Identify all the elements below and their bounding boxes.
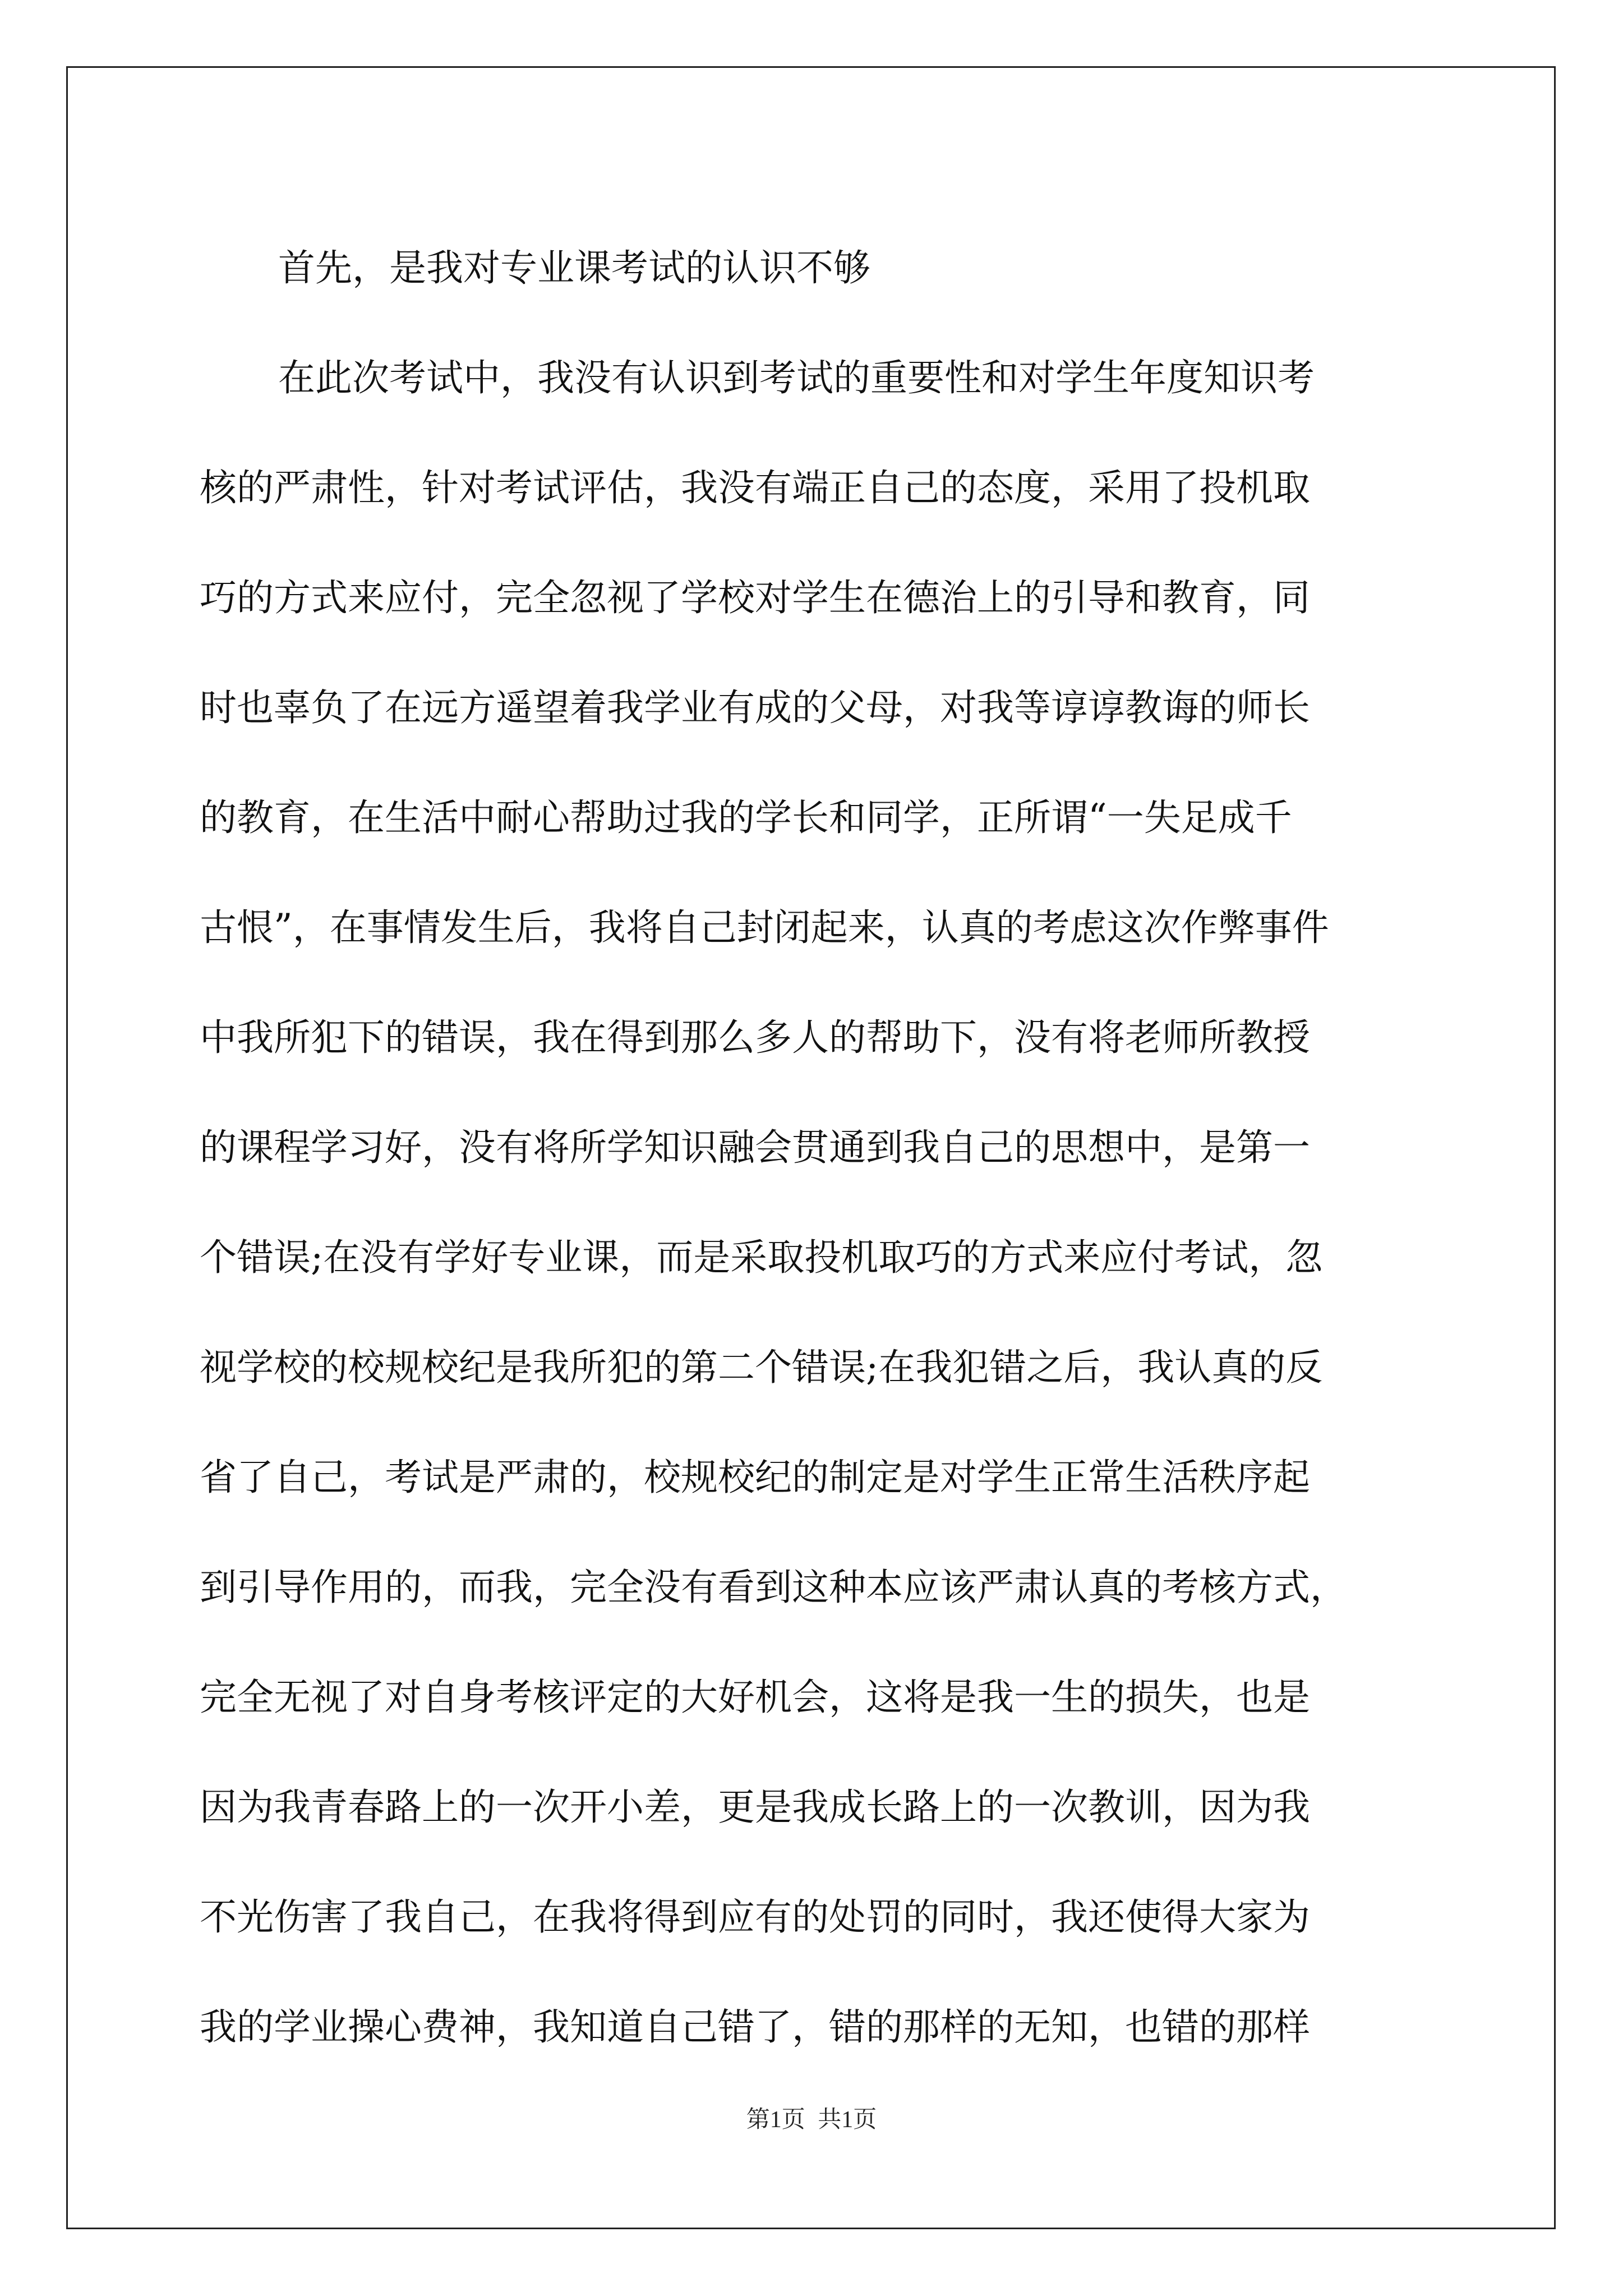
page-number: 第1页 bbox=[746, 2107, 805, 2133]
paragraph-line: 的课程学习好，没有将所学知识融会贯通到我自己的思想中，是第一 bbox=[200, 1126, 1310, 1169]
paragraph-line: 巧的方式来应付，完全忽视了学校对学生在德治上的引导和教育，同 bbox=[200, 576, 1310, 619]
paragraph-line: 不光伤害了我自己，在我将得到应有的处罚的同时，我还使得大家为 bbox=[200, 1895, 1310, 1939]
paragraph-line: 我的学业操心费神，我知道自己错了，错的那样的无知，也错的那样 bbox=[200, 2005, 1310, 2049]
paragraph-line: 视学校的校规校纪是我所犯的第二个错误;在我犯错之后，我认真的反 bbox=[200, 1346, 1323, 1389]
paragraph-line: 因为我青春路上的一次开小差，更是我成长路上的一次教训，因为我 bbox=[200, 1786, 1310, 1829]
paragraph-line: 完全无视了对自身考核评定的大好机会，这将是我一生的损失，也是 bbox=[200, 1676, 1310, 1719]
paragraph-line: 中我所犯下的错误，我在得到那么多人的帮助下，没有将老师所教授 bbox=[200, 1016, 1310, 1059]
paragraph-line: 古恨”，在事情发生后，我将自己封闭起来，认真的考虑这次作弊事件 bbox=[200, 906, 1329, 949]
page-footer bbox=[0, 2101, 1623, 2134]
paragraph-line: 的教育，在生活中耐心帮助过我的学长和同学，正所谓“一失足成千 bbox=[200, 796, 1292, 839]
paragraph-line: 核的严肃性，针对考试评估，我没有端正自己的态度，采用了投机取 bbox=[200, 466, 1310, 509]
main-paragraph bbox=[200, 323, 1433, 2082]
page-total: 共1页 bbox=[818, 2107, 877, 2133]
paragraph-line: 省了自己，考试是严肃的，校规校纪的制定是对学生正常生活秩序起 bbox=[200, 1456, 1310, 1499]
document-body bbox=[200, 213, 1433, 2082]
paragraph-line: 时也辜负了在远方遥望着我学业有成的父母，对我等谆谆教诲的师长 bbox=[200, 686, 1310, 729]
paragraph-line: 到引导作用的，而我，完全没有看到这种本应该严肃认真的考核方式， bbox=[200, 1566, 1347, 1609]
document-heading: 首先，是我对专业课考试的认识不够 bbox=[278, 246, 870, 289]
paragraph-line: 个错误;在没有学好专业课，而是采取投机取巧的方式来应付考试，忽 bbox=[200, 1236, 1323, 1279]
paragraph-line: 在此次考试中，我没有认识到考试的重要性和对学生年度知识考 bbox=[278, 356, 1315, 399]
